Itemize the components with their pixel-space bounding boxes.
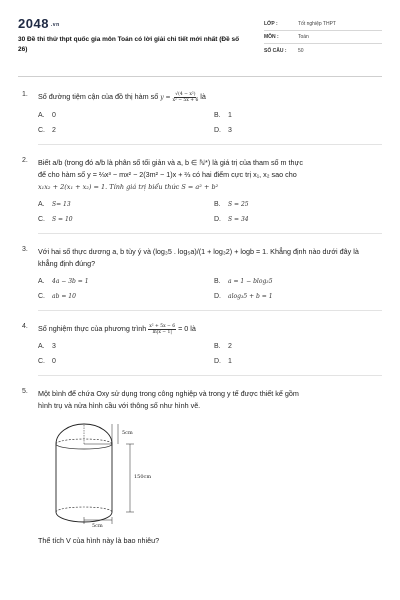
document-meta xyxy=(264,18,382,70)
option-letter: A. xyxy=(38,343,45,350)
option-value: 1 xyxy=(228,112,232,119)
option-value: 2 xyxy=(52,127,56,134)
option-letter: A. xyxy=(38,278,45,285)
question-line: Một bình để chứa Oxy sử dụng trong công nghiệp và trong y tế được thiết kế gồm xyxy=(38,389,299,398)
answer-option-b[interactable] xyxy=(214,343,390,350)
answer-option-c[interactable] xyxy=(38,127,214,134)
answer-option-a[interactable] xyxy=(38,278,214,285)
question-separator xyxy=(38,233,382,234)
question-text-part: là xyxy=(198,92,206,101)
math-expression: y = xyxy=(160,94,173,101)
question-number: 1. xyxy=(22,91,28,98)
document-title: 30 Đề thi thử thpt quốc gia môn Toán có lời giải chi tiết mới nhất (Đề số 26) xyxy=(18,36,240,53)
meta-row-class xyxy=(264,18,382,31)
option-letter: C. xyxy=(38,293,45,300)
question-1 xyxy=(18,91,382,145)
option-letter: A. xyxy=(38,112,45,119)
option-value: 4a − 3b = 1 xyxy=(52,278,89,285)
answer-options xyxy=(38,112,382,134)
meta-key: LỚP : xyxy=(264,21,278,27)
math-fraction xyxy=(172,92,198,103)
option-value: alog₃5 + b = 1 xyxy=(228,293,273,300)
option-letter: D. xyxy=(214,216,221,223)
question-number: 2. xyxy=(22,157,28,164)
option-value: 3 xyxy=(52,343,56,350)
question-line: Biết a/b (trong đó a/b là phân số tối giản và a, b ∈ ℕ*) là giá trị của tham số m thực xyxy=(38,158,303,167)
meta-key: SỐ CÂU : xyxy=(264,47,287,54)
question-text xyxy=(38,157,382,193)
option-value: S = 10 xyxy=(52,216,73,223)
answer-option-c[interactable] xyxy=(38,216,214,223)
option-letter: D. xyxy=(214,293,221,300)
question-line: Thể tích V của hình này là bao nhiêu? xyxy=(38,536,160,545)
option-letter: B. xyxy=(214,201,221,208)
answer-option-a[interactable] xyxy=(38,343,214,350)
question-separator xyxy=(38,375,382,376)
option-letter: D. xyxy=(214,127,221,134)
question-number: 3. xyxy=(22,246,28,253)
question-text-part: Số nghiệm thực của phương trình xyxy=(38,324,149,333)
option-letter: C. xyxy=(38,216,45,223)
answer-option-d[interactable] xyxy=(214,293,390,300)
meta-row-count xyxy=(264,44,382,57)
logo-text: 2048 xyxy=(18,16,49,31)
answer-option-b[interactable] xyxy=(214,278,390,285)
question-5 xyxy=(18,388,382,412)
meta-value: Toán xyxy=(298,34,309,40)
option-letter: B. xyxy=(214,278,221,285)
option-value: ab = 10 xyxy=(52,293,76,300)
answer-option-b[interactable] xyxy=(214,112,390,119)
meta-row-subject xyxy=(264,31,382,44)
question-text xyxy=(38,323,382,335)
question-line: x₁x₂ + 2(x₁ + x₂) = 1. Tính giá trị biểu thức S = a² + b² xyxy=(38,183,219,191)
option-letter: B. xyxy=(214,343,221,350)
question-text-part: Số đường tiệm cận của đồ thị hàm số xyxy=(38,92,161,101)
option-value: S = 34 xyxy=(228,216,249,223)
math-fraction xyxy=(148,324,176,335)
option-value: 3 xyxy=(228,127,232,134)
fraction-numerator: x² + 5x − 6 xyxy=(149,323,176,329)
option-letter: A. xyxy=(38,201,45,208)
answer-option-a[interactable] xyxy=(38,201,214,208)
answer-option-d[interactable] xyxy=(214,358,390,365)
answer-option-d[interactable] xyxy=(214,127,390,134)
header-left xyxy=(18,10,246,70)
question-text-part: = 0 là xyxy=(176,324,196,333)
answer-options xyxy=(38,343,382,365)
meta-value: 50 xyxy=(298,47,304,54)
answer-options xyxy=(38,201,382,223)
question-text xyxy=(38,91,382,104)
question-line: hình trụ và nửa hình cầu với thông số như hình vẽ. xyxy=(38,401,201,410)
answer-option-d[interactable] xyxy=(214,216,390,223)
figure-label-top: 5cm xyxy=(122,430,133,436)
logo-suffix: .vn xyxy=(50,21,60,28)
question-separator xyxy=(38,310,382,311)
question-line: Với hai số thực dương a, b tùy ý và (log₃5 . log₅a)/(1 + log₃2) + logb = 1. Khẳng định nào dưới đây là xyxy=(38,247,359,256)
option-value: 2 xyxy=(228,343,232,350)
answer-option-b[interactable] xyxy=(214,201,390,208)
question-number: 4. xyxy=(22,323,28,330)
figure-label-bottom: 5cm xyxy=(92,523,103,529)
option-letter: C. xyxy=(38,127,45,134)
answer-option-c[interactable] xyxy=(38,293,214,300)
fraction-numerator: √(4 − x²) xyxy=(175,91,196,97)
oxygen-tank-figure xyxy=(34,420,174,532)
meta-value: Tốt nghiệp THPT xyxy=(298,21,336,27)
option-value: 1 xyxy=(228,358,232,365)
fraction-denominator: ln|x − 1| xyxy=(152,329,172,335)
question-2 xyxy=(18,157,382,234)
option-value: a = 1 − blog₃5 xyxy=(228,278,273,285)
meta-key: MÔN : xyxy=(264,34,279,40)
site-logo[interactable] xyxy=(18,16,246,31)
option-value: S = 25 xyxy=(228,201,249,208)
question-4 xyxy=(18,323,382,376)
option-value: 0 xyxy=(52,358,56,365)
question-line: khẳng định đúng? xyxy=(38,259,96,268)
document-header xyxy=(18,10,382,70)
option-value: 0 xyxy=(52,112,56,119)
option-letter: B. xyxy=(214,112,221,119)
answer-options xyxy=(38,278,382,300)
answer-option-a[interactable] xyxy=(38,112,214,119)
question-separator xyxy=(38,144,382,145)
option-letter: D. xyxy=(214,358,221,365)
question-3 xyxy=(18,246,382,311)
tank-diagram xyxy=(34,420,174,532)
option-value: S= 13 xyxy=(52,201,71,208)
question-text xyxy=(38,246,382,270)
answer-option-c[interactable] xyxy=(38,358,214,365)
question-text xyxy=(38,388,382,412)
header-divider xyxy=(18,76,382,77)
question-number: 5. xyxy=(22,388,28,395)
option-letter: C. xyxy=(38,358,45,365)
figure-label-height: 150cm xyxy=(134,474,152,480)
fraction-denominator: x² − 5x + 6 xyxy=(172,97,199,103)
question-line: để cho hàm số y = ⅔x³ − mx² − 2(3m² − 1)x + ⅔ có hai điểm cực trị x₁, x₂ sao cho xyxy=(38,170,297,179)
